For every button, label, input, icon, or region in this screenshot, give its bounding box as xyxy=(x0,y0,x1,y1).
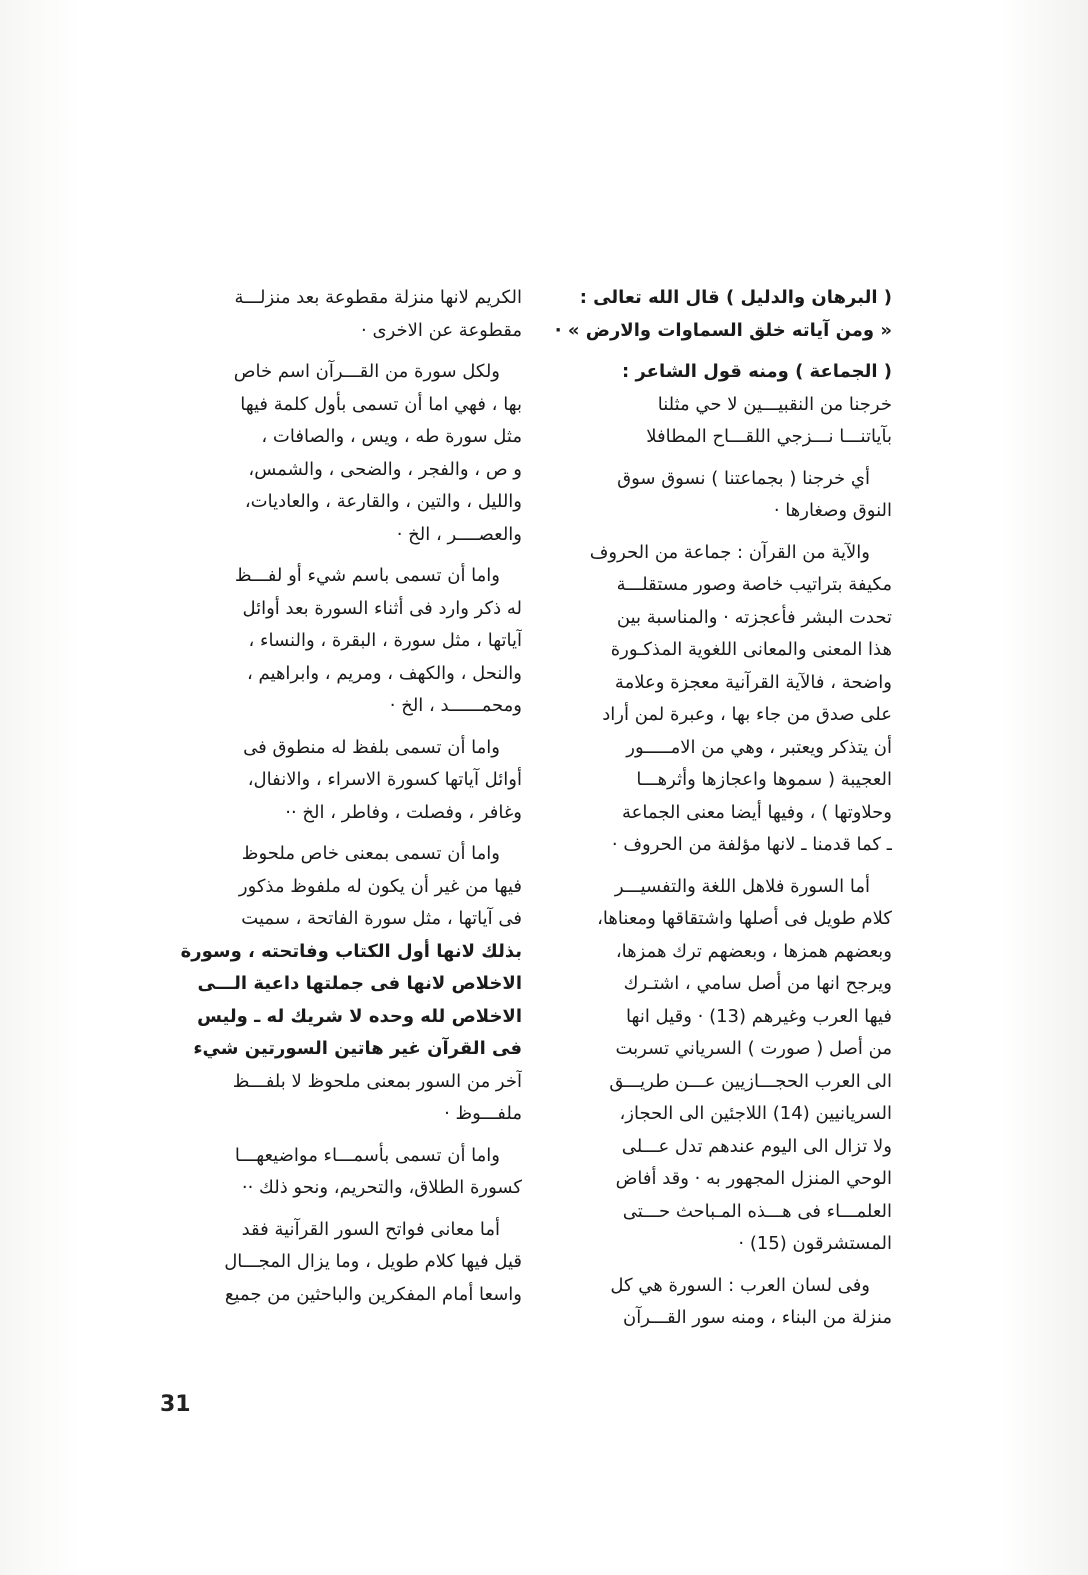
text-line: أما السورة فلاهل اللغة والتفسيـــر xyxy=(614,875,870,897)
text-line: من أصل ( صورت ) السرياني تسربت xyxy=(615,1038,892,1059)
text-line: وحلاوتها ) ، وفيها أيضا معنى الجماعة xyxy=(622,801,892,823)
right-column xyxy=(536,282,892,1362)
text-line: أوائل آياتها كسورة الاسراء ، والانفال، xyxy=(247,769,522,790)
text-line: وغافر ، وفصلت ، وفاطر ، الخ ·· xyxy=(285,801,522,823)
paragraph xyxy=(160,282,522,347)
text-line: واما أن تسمى بمعنى خاص ملحوظ xyxy=(241,843,500,864)
text-line: واما أن تسمى بلفظ له منطوق فى xyxy=(243,736,500,758)
text-line: له ذكر وارد فى أثناء السورة بعد أوائل xyxy=(242,597,522,619)
text-line: المستشرقون (15) · xyxy=(738,1233,892,1254)
text-line: فيها العرب وغيرهم (13) · وقيل انها xyxy=(626,1005,892,1027)
text-line: ومحمــــــد ، الخ · xyxy=(389,695,522,716)
left-column xyxy=(160,282,522,1362)
paragraph xyxy=(160,1140,522,1205)
text-line: آخر من السور بمعنى ملحوظ لا بلفـــظ xyxy=(232,1070,522,1092)
text-line: الاخلاص لله وحده لا شريك له ـ وليس xyxy=(197,1005,522,1027)
text-line: قيل فيها كلام طويل ، وما يزال المجـــال xyxy=(224,1251,522,1272)
text-line: فيها من غير أن يكون له ملفوظ مذكور xyxy=(238,875,522,897)
text-line: واسعا أمام المفكرين والباحثين من جميع xyxy=(224,1283,522,1305)
text-line: كسورة الطلاق، والتحريم، ونحو ذلك ·· xyxy=(241,1177,522,1198)
text-line: مثل سورة طه ، ويس ، والصافات ، xyxy=(261,426,522,447)
paragraph xyxy=(160,356,522,551)
text-line: واما أن تسمى باسم شيء أو لفـــظ xyxy=(234,565,500,586)
text-line: الى العرب الحجـــازيين عـــن طريـــق xyxy=(609,1070,892,1092)
text-line: ملفـــوظ · xyxy=(444,1103,522,1124)
text-line: هذا المعنى والمعانى اللغوية المذكـورة xyxy=(610,639,892,660)
paragraph xyxy=(160,838,522,1131)
text-line: على صدق من جاء بها ، وعبرة لمن أراد xyxy=(602,704,892,725)
text-line: أما معانى فواتح السور القرآنية فقد xyxy=(241,1218,500,1240)
text-line: بها ، فهي اما أن تسمى بأول كلمة فيها xyxy=(240,393,522,415)
text-line: أي خرجنا ( بجماعتنا ) نسوق سوق xyxy=(617,467,870,489)
text-line: الاخلاص لانها فى جملتها داعية الـــى xyxy=(197,973,522,994)
text-line: و ص ، والفجر ، والضحى ، والشمس، xyxy=(248,458,522,480)
text-line: السريانيين (14) اللاجئين الى الحجاز، xyxy=(619,1103,892,1124)
text-line: الكريم لانها منزلة مقطوعة بعد منزلـــة xyxy=(234,287,522,308)
text-line: واضحة ، فالآية القرآنية معجزة وعلامة xyxy=(614,671,892,693)
paragraph xyxy=(536,282,892,347)
text-line: آياتها ، مثل سورة ، البقرة ، والنساء ، xyxy=(248,630,522,651)
text-line: فى آياتها ، مثل سورة الفاتحة ، سميت xyxy=(241,908,522,929)
paragraph xyxy=(536,356,892,454)
text-line: ـ كما قدمنا ـ لانها مؤلفة من الحروف · xyxy=(611,834,892,855)
text-line: ( الجماعة ) ومنه قول الشاعر : xyxy=(622,361,892,382)
text-line: وفى لسان العرب : السورة هي كل xyxy=(610,1274,870,1296)
text-line: أن يتذكر ويعتبر ، وهي من الامـــــور xyxy=(626,736,892,758)
text-line: ( البرهان والدليل ) قال الله تعالى : xyxy=(579,287,892,308)
paragraph xyxy=(536,1270,892,1335)
text-line: مكيفة بتراتيب خاصة وصور مستقلـــة xyxy=(616,574,892,595)
text-line: تحدت البشر فأعجزته · والمناسبة بين xyxy=(616,606,892,628)
text-line: والليل ، والتين ، والقارعة ، والعاديات، xyxy=(244,491,522,512)
paragraph xyxy=(160,732,522,830)
quran-verse-line: « ومن آياته خلق السماوات والارض » · xyxy=(554,319,892,341)
text-line: الوحي المنزل المجهور به · وقد أفاض xyxy=(615,1168,892,1189)
poem-line: بآياتنـــا نـــزجي اللقـــاح المطافلا xyxy=(646,426,892,447)
paragraph xyxy=(536,463,892,528)
text-line: كلام طويل فى أصلها واشتقاقها ومعناها، xyxy=(597,908,892,929)
text-line: مقطوعة عن الاخرى · xyxy=(361,319,522,341)
text-line: ولا تزال الى اليوم عندهم تدل عـــلى xyxy=(621,1135,892,1157)
paragraph xyxy=(536,537,892,862)
poem-line: خرجنا من النقبيـــين لا حي مثلنا xyxy=(657,393,892,415)
text-line: العجيبة ( سموها واعجازها وأثرهـــا xyxy=(636,769,892,790)
text-line: النوق وصغارها · xyxy=(773,500,892,521)
paragraph xyxy=(536,871,892,1261)
text-line: منزلة من البناء ، ومنه سور القـــرآن xyxy=(623,1307,892,1328)
text-line: والآية من القرآن : جماعة من الحروف xyxy=(589,541,870,563)
paragraph xyxy=(160,1214,522,1312)
text-line: واما أن تسمى بأسمـــاء مواضيعهـــا xyxy=(234,1144,500,1166)
paragraph xyxy=(160,560,522,723)
text-line: فى القرآن غير هاتين السورتين شيء xyxy=(193,1038,522,1059)
text-line: ويرجح انها من أصل سامي ، اشتـرك xyxy=(623,973,892,994)
text-line: وبعضهم همزها ، وبعضهم ترك همزها، xyxy=(615,940,892,962)
page-number: 31 xyxy=(160,1392,191,1417)
text-line: ولكل سورة من القـــرآن اسم خاص xyxy=(233,361,500,382)
text-line: والعصــــر ، الخ · xyxy=(396,523,522,545)
text-line: والنحل ، والكهف ، ومريم ، وابراهيم ، xyxy=(247,662,522,684)
text-line: بذلك لانها أول الكتاب وفاتحته ، وسورة xyxy=(180,940,522,962)
text-line: العلمـــاء فى هـــذه المـباحث حـــتى xyxy=(622,1200,892,1222)
